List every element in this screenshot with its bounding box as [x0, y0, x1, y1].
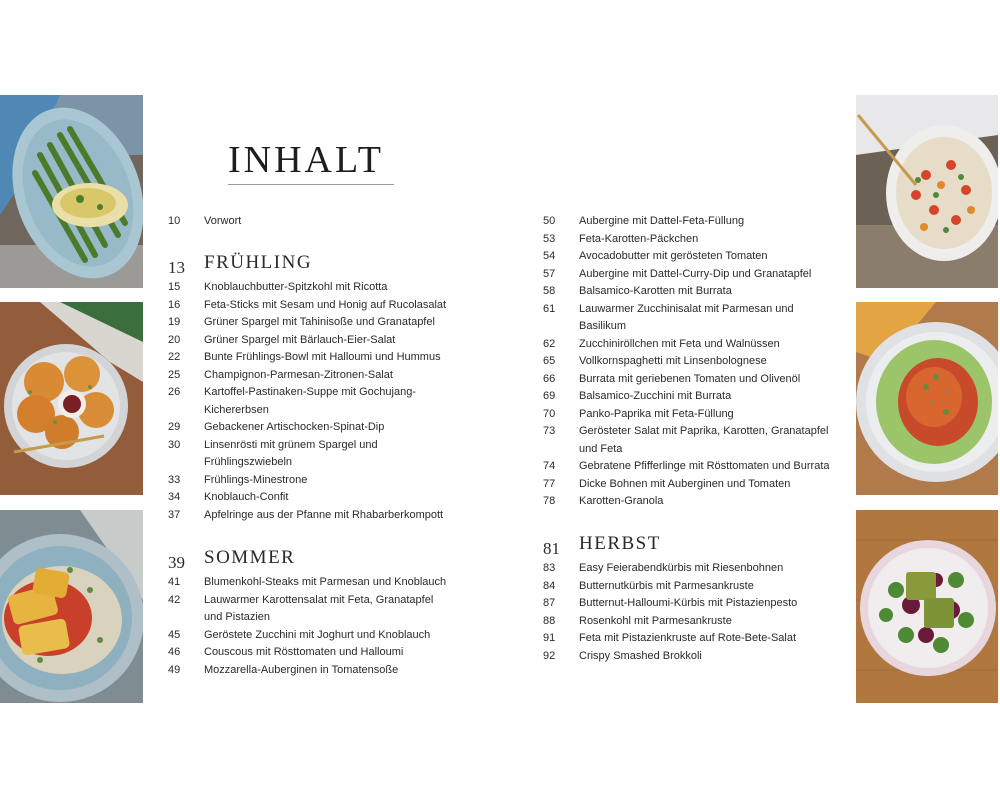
section-title: SOMMER: [204, 547, 296, 568]
toc-page-number: 84: [543, 579, 556, 592]
toc-page-number: 54: [543, 250, 556, 262]
toc-entry-title: Vorwort: [204, 215, 242, 227]
toc-entry-title: Grüner Spargel mit Tahinisoße und Granatapfel: [204, 316, 435, 328]
toc-entry-title: Frühlings-Minestrone: [204, 473, 308, 486]
toc-page-number: 69: [543, 390, 556, 402]
toc-page-number: 16: [168, 298, 181, 311]
toc-entry-title: Lauwarmer Karottensalat mit Feta, Granatapfel: [204, 593, 434, 606]
toc-page-number: 92: [543, 649, 556, 662]
toc-entry-title: Feta-Sticks mit Sesam und Honig auf Rucolasalat: [204, 298, 447, 311]
tomato-salad-bowl-photo: [856, 95, 998, 288]
toc-page-number: 20: [168, 333, 181, 346]
toc-entry-title: Butternutkürbis mit Parmesankruste: [579, 579, 754, 592]
toc-entry-title: Panko-Paprika mit Feta-Füllung: [579, 407, 734, 420]
title-underline: [228, 184, 394, 185]
toc-entry-title: Feta-Karotten-Päckchen: [579, 232, 699, 245]
toc-page-number: 87: [543, 597, 556, 609]
toc-page-number: 26: [168, 386, 181, 398]
page-title: INHALT: [228, 139, 384, 181]
toc-page-number: 33: [168, 473, 181, 486]
toc-page-number: 78: [543, 495, 556, 507]
toc-entry-title: Apfelringe aus der Pfanne mit Rhabarberkompott: [204, 508, 444, 521]
toc-entry-title: Basilikum: [579, 320, 627, 332]
toc-page-number: 88: [543, 614, 556, 627]
toc-entry-title: Rosenkohl mit Parmesankruste: [579, 614, 732, 627]
toc-page-number: 65: [543, 355, 556, 367]
toc-page-number: 29: [168, 421, 181, 433]
toc-page-number: 10: [168, 215, 181, 227]
toc-page-number: 61: [543, 302, 556, 315]
toc-entry-title: Karotten-Granola: [579, 495, 664, 507]
toc-page-number: 74: [543, 460, 556, 472]
toc-entry-title: Gebratene Pfifferlinge mit Rösttomaten und Burrata: [579, 460, 830, 472]
halloumi-couscous-photo: [0, 510, 143, 703]
toc-entry-title: Linsenrösti mit grünem Spargel und: [204, 438, 378, 451]
toc-entry-title: Champignon-Parmesan-Zitronen-Salat: [204, 368, 393, 381]
toc-page-number: 46: [168, 646, 181, 658]
toc-entry-title: Kichererbsen: [204, 403, 269, 416]
toc-page-number: 42: [168, 593, 181, 606]
toc-page-number: 77: [543, 477, 556, 490]
toc-page-number: 25: [168, 368, 181, 381]
toc-page-number: 70: [543, 407, 556, 420]
avocado-tomato-plate-photo: [856, 302, 998, 495]
toc-entry-title: Gebackener Artischocken-Spinat-Dip: [204, 421, 385, 433]
toc-entry-title: Balsamico-Karotten mit Burrata: [579, 285, 732, 297]
toc-entry-title: Bunte Frühlings-Bowl mit Halloumi und Hummus: [204, 351, 441, 363]
toc-page-number: 19: [168, 316, 181, 328]
section-page-number: 39: [168, 553, 185, 572]
toc-page-number: 22: [168, 351, 181, 363]
toc-page-number: 83: [543, 562, 556, 574]
toc-page-number: 91: [543, 632, 556, 644]
toc-entry-title: Kartoffel-Pastinaken-Suppe mit Gochujang-: [204, 386, 416, 398]
toc-entry-title: und Pistazien: [204, 611, 271, 623]
toc-entry-title: Easy Feierabendkürbis mit Riesenbohnen: [579, 562, 784, 574]
toc-page-number: 58: [543, 285, 556, 297]
toc-entry-title: Gerösteter Salat mit Paprika, Karotten, Granatapfel: [579, 425, 829, 437]
toc-page-number: 15: [168, 281, 181, 293]
toc-entry-title: Lauwarmer Zucchinisalat mit Parmesan und: [579, 302, 794, 315]
toc-entry-title: Butternut-Halloumi-Kürbis mit Pistazienpesto: [579, 597, 798, 609]
toc-page-number: 73: [543, 425, 556, 437]
toc-page-number: 30: [168, 438, 181, 451]
toc-entry-title: Grüner Spargel mit Bärlauch-Eier-Salat: [204, 333, 396, 346]
toc-page-number: 49: [168, 663, 181, 676]
toc-entry-title: Knoblauch-Confit: [204, 491, 289, 503]
toc-page-number: 57: [543, 267, 556, 280]
toc-page-number: 41: [168, 576, 181, 588]
toc-entry-title: Vollkornspaghetti mit Linsenbolognese: [579, 355, 767, 367]
toc-page-number: 62: [543, 337, 556, 350]
toc-page-number: 45: [168, 628, 181, 641]
toc-entry-title: Zucchiniröllchen mit Feta und Walnüssen: [579, 337, 780, 350]
section-page-number: 13: [168, 258, 185, 277]
section-page-number: 81: [543, 539, 560, 558]
toc-page-number: 50: [543, 215, 556, 227]
toc-entry-title: Couscous mit Rösttomaten und Halloumi: [204, 646, 404, 658]
toc-page-number: 66: [543, 372, 556, 385]
toc-page-number: 34: [168, 491, 181, 503]
toc-entry-title: Geröstete Zucchini mit Joghurt und Knoblauch: [204, 628, 431, 641]
toc-entry-title: Dicke Bohnen mit Auberginen und Tomaten: [579, 477, 791, 490]
section-title: FRÜHLING: [204, 252, 313, 273]
toc-entry-title: und Feta: [579, 442, 623, 455]
toc-entry-title: Crispy Smashed Brokkoli: [579, 649, 702, 662]
toc-entry-title: Burrata mit geriebenen Tomaten und Olivenöl: [579, 372, 801, 385]
toc-entry-title: Avocadobutter mit gerösteten Tomaten: [579, 250, 768, 262]
toc-entry-title: Feta mit Pistazienkruste auf Rote-Bete-Salat: [579, 632, 797, 644]
toc-page-number: 37: [168, 508, 181, 521]
beet-salad-feta-photo: [856, 510, 998, 703]
toc-entry-title: Blumenkohl-Steaks mit Parmesan und Knoblauch: [204, 576, 447, 588]
lentil-roesti-photo: [0, 302, 143, 495]
toc-entry-title: Frühlingszwiebeln: [204, 456, 293, 468]
toc-page-number: 53: [543, 232, 556, 245]
toc-entry-title: Aubergine mit Dattel-Feta-Füllung: [579, 215, 745, 227]
toc-entry-title: Aubergine mit Dattel-Curry-Dip und Granatapfel: [579, 267, 812, 280]
toc-entry-title: Knoblauchbutter-Spitzkohl mit Ricotta: [204, 281, 388, 293]
toc-entry-title: Mozzarella-Auberginen in Tomatensoße: [204, 663, 399, 676]
section-title: HERBST: [579, 533, 661, 554]
asparagus-plate-photo: [0, 95, 143, 288]
toc-entry-title: Balsamico-Zucchini mit Burrata: [579, 390, 732, 402]
